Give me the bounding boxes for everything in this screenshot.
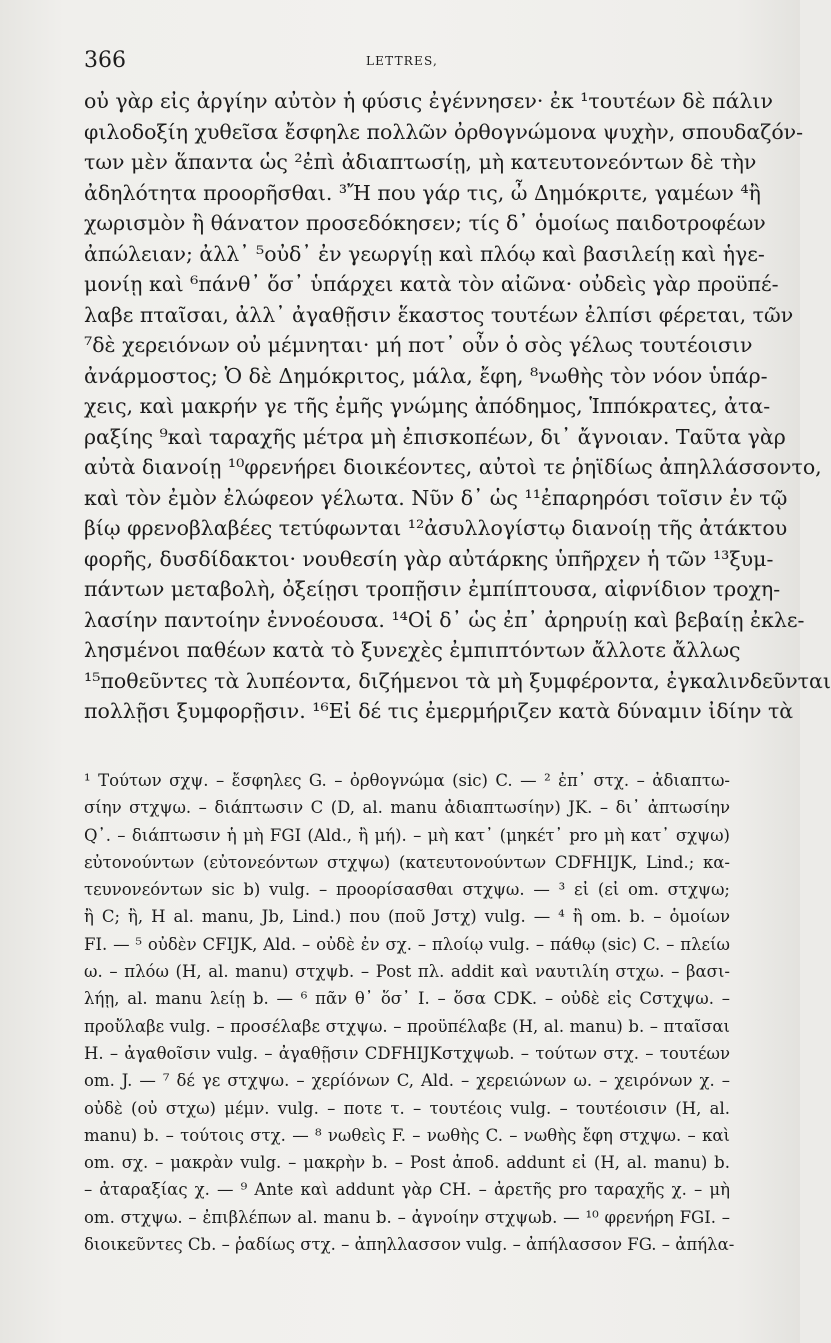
footnote-line: τευνονεόντων sic b) vulg. – προορίσασθαι στχψω. — ³ εἰ (εἰ om. στχψω; xyxy=(84,880,730,900)
footnote-line: ω. – πλόω (H, al. manu) στχψb. – Post πλ. addit καὶ ναυτιλίη στχω. – βασι- xyxy=(84,962,730,982)
footnote-line: εὐτονούντων (εὐτονεόντων στχψω) (κατευτονούντων CDFHIJK, Lind.; κα- xyxy=(84,852,730,872)
text-line: αὐτὰ διανοίῃ ¹⁰φρενήρει διοικέοντες, αὐτοὶ τε ῥηϊδίως ἀπηλλάσσοντο, xyxy=(84,455,822,479)
footnote-line: διοικεῦντες Cb. – ῥαδίως στχ. – ἀπηλλασσον vulg. – ἀπήλασσον FG. – ἀπήλα- xyxy=(84,1235,735,1255)
footnote-line: λήῃ, al. manu λείῃ b. — ⁶ πᾶν θ᾽ ὅσ᾽ I. – ὅσα CDK. – οὐδὲ εἰς Cστχψω. – xyxy=(84,989,730,1009)
footnotes xyxy=(84,767,735,1258)
footnote-line: om. J. — ⁷ δέ γε στχψω. – χερίόνων C, Ald. – χερειώνων ω. – χειρόνων χ. – xyxy=(84,1071,730,1091)
footnote-line: om. στχψω. – ἐπιβλέπων al. manu b. – ἀγνοίην στχψωb. — ¹⁰ φρενήρη FGI. – xyxy=(84,1207,730,1227)
footnote-line: Q᾽. – διάπτωσιν ἡ μὴ FGI (Ald., ἢ μή). – μὴ κατ᾽ (μηκέτ᾽ pro μὴ κατ᾽ σχψω) xyxy=(84,825,730,845)
text-line: χεις, καὶ μακρήν γε τῆς ἐμῆς γνώμης ἀπόδημος, Ἱππόκρατες, ἀτα- xyxy=(84,394,771,418)
text-line: ⁷δὲ χερειόνων οὐ μέμνηται· μή ποτ᾽ οὖν ὁ σὸς γέλως τουτέοισιν xyxy=(84,333,753,357)
footnote-line: σίην στχψω. – διάπτωσιν C (D, al. manu ἀδιαπτωσίην) JK. – δι᾽ ἀπτωσίην xyxy=(84,798,730,818)
footnote-line: manu) b. – τούτοις στχ. — ⁸ νωθεὶς F. – νωθὴς C. – νωθὴς ἔφη στχψω. – καὶ xyxy=(84,1125,730,1145)
page-header xyxy=(84,48,720,78)
running-head: LETTRES, xyxy=(366,54,438,68)
footnote-line: om. σχ. – μακρὰν vulg. – μακρὴν b. – Post ἀποδ. addunt εἰ (H, al. manu) b. xyxy=(84,1153,730,1173)
footnote-line: H. – ἀγαθοῖσιν vulg. – ἀγαθῇσιν CDFHIJKστχψωb. – τούτων στχ. – τουτέων xyxy=(84,1043,730,1063)
text-line: χωρισμὸν ἢ θάνατον προσεδόκησεν; τίς δ᾽ ὁμοίως παιδοτροφέων xyxy=(84,211,766,235)
text-line: ¹⁵ποθεῦντες τὰ λυπέοντα, διζήμενοι τὰ μὴ ξυμφέροντα, ἐγκαλινδεῦνται xyxy=(84,668,831,693)
footnote-line: ¹ Τούτων σχψ. – ἔσφηλες G. – ὀρθογνώμα (sic) C. — ² ἐπ᾽ στχ. – ἀδιαπτω- xyxy=(84,771,730,790)
text-line: φιλοδοξίη χυθεῖσα ἔσφηλε πολλῶν ὀρθογνώμονα ψυχὴν, σπουδαζόν- xyxy=(84,119,804,144)
text-line: ἀνάρμοστος; Ὁ δὲ Δημόκριτος, μάλα, ἔφη, ⁸νωθὴς τὸν νόον ὑπάρ- xyxy=(84,363,768,388)
text-line: καὶ τὸν ἐμὸν ἐλώφεον γέλωτα. Νῦν δ᾽ ὡς ¹¹ἐπαρηρόσι τοῖσιν ἐν τῷ xyxy=(84,485,788,510)
text-line: ἀδηλότητα προορῆσθαι. ³Ἤ που γάρ τις, ὦ Δημόκριτε, γαμέων ⁴ἢ xyxy=(84,180,761,205)
text-line: φορῆς, δυσδίδακτοι· νουθεσίη γὰρ αὐτάρκης ὑπῆρχεν ἡ τῶν ¹³ξυμ- xyxy=(84,546,774,571)
page-number: 366 xyxy=(84,48,126,73)
footnote-line: οὐδὲ (οὐ στχω) μέμν. vulg. – ποτε τ. – τουτέοις vulg. – τουτέοισιν (H, al. xyxy=(84,1098,730,1118)
text-line: μονίῃ καὶ ⁶πάνθ᾽ ὅσ᾽ ὑπάρχει κατὰ τὸν αἰῶνα· οὐδεὶς γὰρ προϋπέ- xyxy=(84,272,779,296)
footnote-line: ἢ C; ἢ, H al. manu, Jb, Lind.) που (ποῦ Jστχ) vulg. — ⁴ ἢ om. b. – ὁμοίων xyxy=(84,907,730,927)
text-line: ραξίης ⁹καὶ ταραχῆς μέτρα μὴ ἐπισκοπέων, δι᾽ ἄγνοιαν. Ταῦτα γὰρ xyxy=(84,424,786,449)
greek-body-text xyxy=(84,86,831,727)
footnote-line: προὔλαβε vulg. – προσέλαβε στχψω. – προϋπέλαβε (H, al. manu) b. – πταῖσαι xyxy=(84,1016,730,1036)
text-line: πάντων μεταβολὴ, ὀξείῃσι τροπῇσιν ἐμπίπτουσα, αἰφνίδιον τροχη- xyxy=(84,577,781,601)
footnote-line: – ἀταραξίας χ. — ⁹ Ante καὶ addunt γὰρ CH. – ἀρετῆς pro ταραχῆς χ. – μὴ xyxy=(84,1180,730,1200)
text-line: πολλῇσι ξυμφορῇσιν. ¹⁶Εἰ δέ τις ἐμερμήριζεν κατὰ δύναμιν ἰδίην τὰ xyxy=(84,699,794,723)
text-line: λασίην παντοίην ἐννοέουσα. ¹⁴Οἱ δ᾽ ὡς ἐπ᾽ ἀρηρυίῃ καὶ βεβαίῃ ἐκλε- xyxy=(84,607,805,632)
footnote-line: FI. — ⁵ οὐδὲν CFIJK, Ald. – οὐδὲ ἐν σχ. – πλοίῳ vulg. – πάθῳ (sic) C. – πλείω xyxy=(84,934,730,954)
text-line: λησμένοι παθέων κατὰ τὸ ξυνεχὲς ἐμπιπτόντων ἄλλοτε ἄλλως xyxy=(84,638,741,662)
text-line: οὐ γὰρ εἰς ἀργίην αὐτὸν ἡ φύσις ἐγέννησεν· ἐκ ¹τουτέων δὲ πάλιν xyxy=(84,89,773,113)
text-line: ἀπώλειαν; ἀλλ᾽ ⁵οὐδ᾽ ἐν γεωργίῃ καὶ πλόῳ καὶ βασιλείῃ καὶ ἡγε- xyxy=(84,241,765,266)
text-line: βίῳ φρενοβλαβέες τετύφωνται ¹²ἀσυλλογίστῳ διανοίῃ τῆς ἀτάκτου xyxy=(84,516,788,540)
text-line: των μὲν ἅπαντα ὡς ²ἐπὶ ἀδιαπτωσίῃ, μὴ κατευτονεόντων δὲ τὴν xyxy=(84,150,757,174)
text-line: λαβε πταῖσαι, ἀλλ᾽ ἀγαθῇσιν ἕκαστος τουτέων ἐλπίσι φέρεται, τῶν xyxy=(84,302,794,327)
